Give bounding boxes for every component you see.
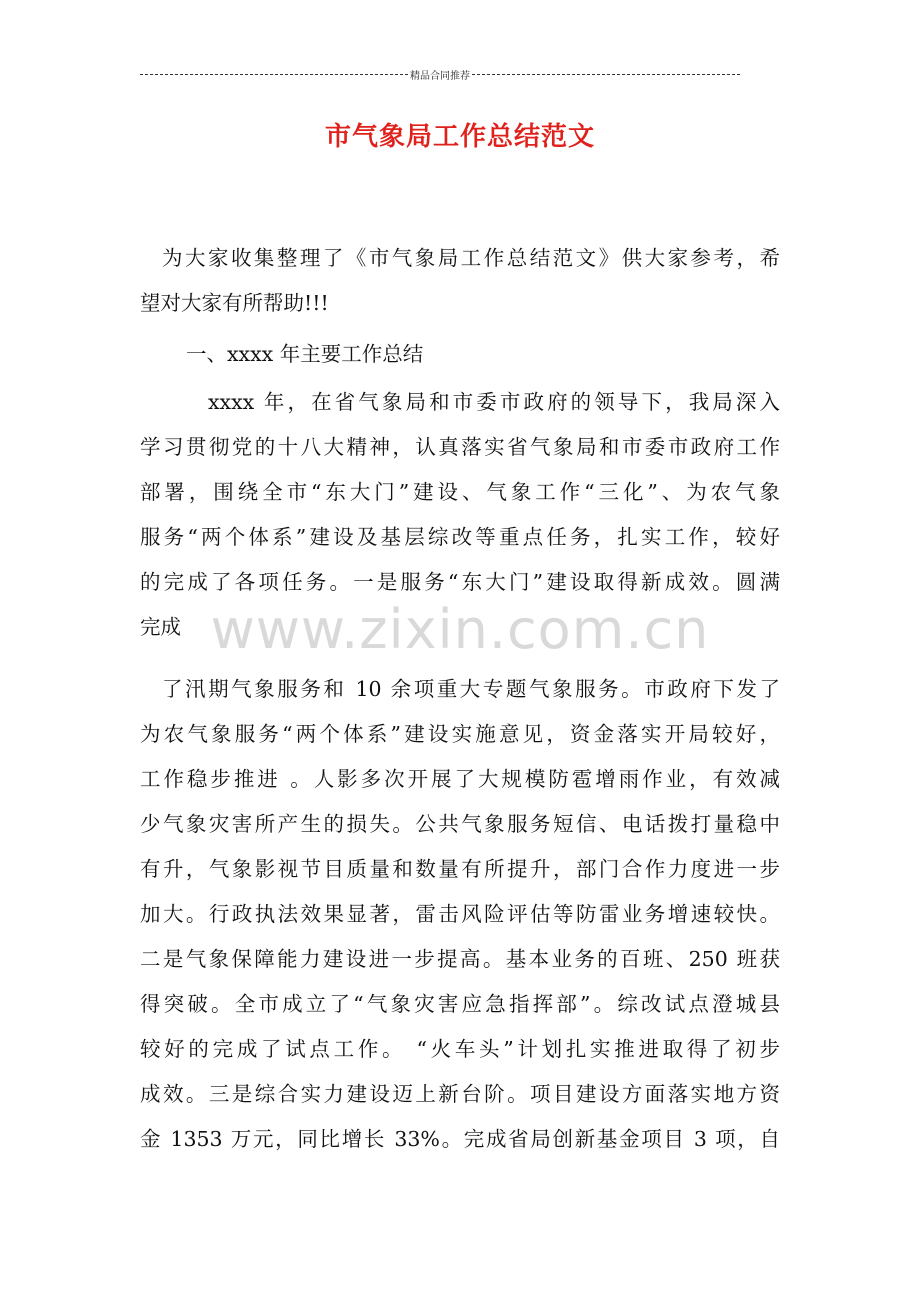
- paragraph-line: 有升，气象影视节目质量和数量有所提升，部门合作力度进一步: [140, 857, 780, 881]
- header-dash-right: [472, 74, 740, 75]
- intro-paragraph: [140, 236, 780, 326]
- section-heading: [140, 332, 780, 377]
- paragraph-line: 了汛期气象服务和 10 余项重大专题气象服务。市政府下发了: [162, 677, 780, 701]
- paragraph-line: 金 1353 万元，同比增长 33%。完成省局创新基金项目 3 项，自: [140, 1127, 780, 1151]
- paragraph-line: 望对大家有所帮助!!!: [140, 291, 329, 315]
- paragraph-line: 工作稳步推进 。人影多次开展了大规模防雹增雨作业，有效减: [140, 767, 780, 791]
- paragraph-line: 部署，围绕全市“东大门”建设、气象工作“三化”、为农气象: [140, 480, 780, 504]
- paragraph-2: [140, 667, 780, 1162]
- heading-text: 一、xxxx 年主要工作总结: [186, 342, 424, 366]
- paragraph-line: 完成: [140, 615, 181, 639]
- paragraph-1: [140, 380, 780, 650]
- paragraph-line: 学习贯彻党的十八大精神，认真落实省气象局和市委市政府工作: [140, 435, 780, 459]
- paragraph-line: 服务“两个体系”建设及基层综改等重点任务，扎实工作，较好: [140, 525, 780, 549]
- paragraph-line: 的完成了各项任务。一是服务“东大门”建设取得新成效。圆满: [140, 570, 780, 594]
- header-dash-left: [140, 74, 408, 75]
- paragraph-line: 二是气象保障能力建设进一步提高。基本业务的百班、250 班获: [140, 947, 780, 971]
- paragraph-line: 为农气象服务“两个体系”建设实施意见，资金落实开局较好，: [140, 722, 780, 746]
- paragraph-line: 加大。行政执法效果显著，雷击风险评估等防雷业务增速较快。: [140, 902, 780, 926]
- paragraph-line: 较好的完成了试点工作。 “火车头”计划扎实推进取得了初步: [140, 1037, 780, 1061]
- paragraph-line: 得突破。全市成立了“气象灾害应急指挥部”。综改试点澄城县: [140, 992, 780, 1016]
- watermark: www.zixin.com.cn: [210, 598, 710, 661]
- header-bar: [140, 66, 740, 82]
- header-label: 精品合同推荐: [410, 70, 470, 82]
- paragraph-line: 成效。三是综合实力建设迈上新台阶。项目建设方面落实地方资: [140, 1082, 780, 1106]
- paragraph-line: 为大家收集整理了《市气象局工作总结范文》供大家参考，希: [162, 246, 780, 270]
- paragraph-line: xxxx 年，在省气象局和市委市政府的领导下，我局深入: [208, 390, 780, 414]
- paragraph-line: 少气象灾害所产生的损失。公共气象服务短信、电话拨打量稳中: [140, 812, 780, 836]
- document-title: 市气象局工作总结范文: [324, 122, 595, 152]
